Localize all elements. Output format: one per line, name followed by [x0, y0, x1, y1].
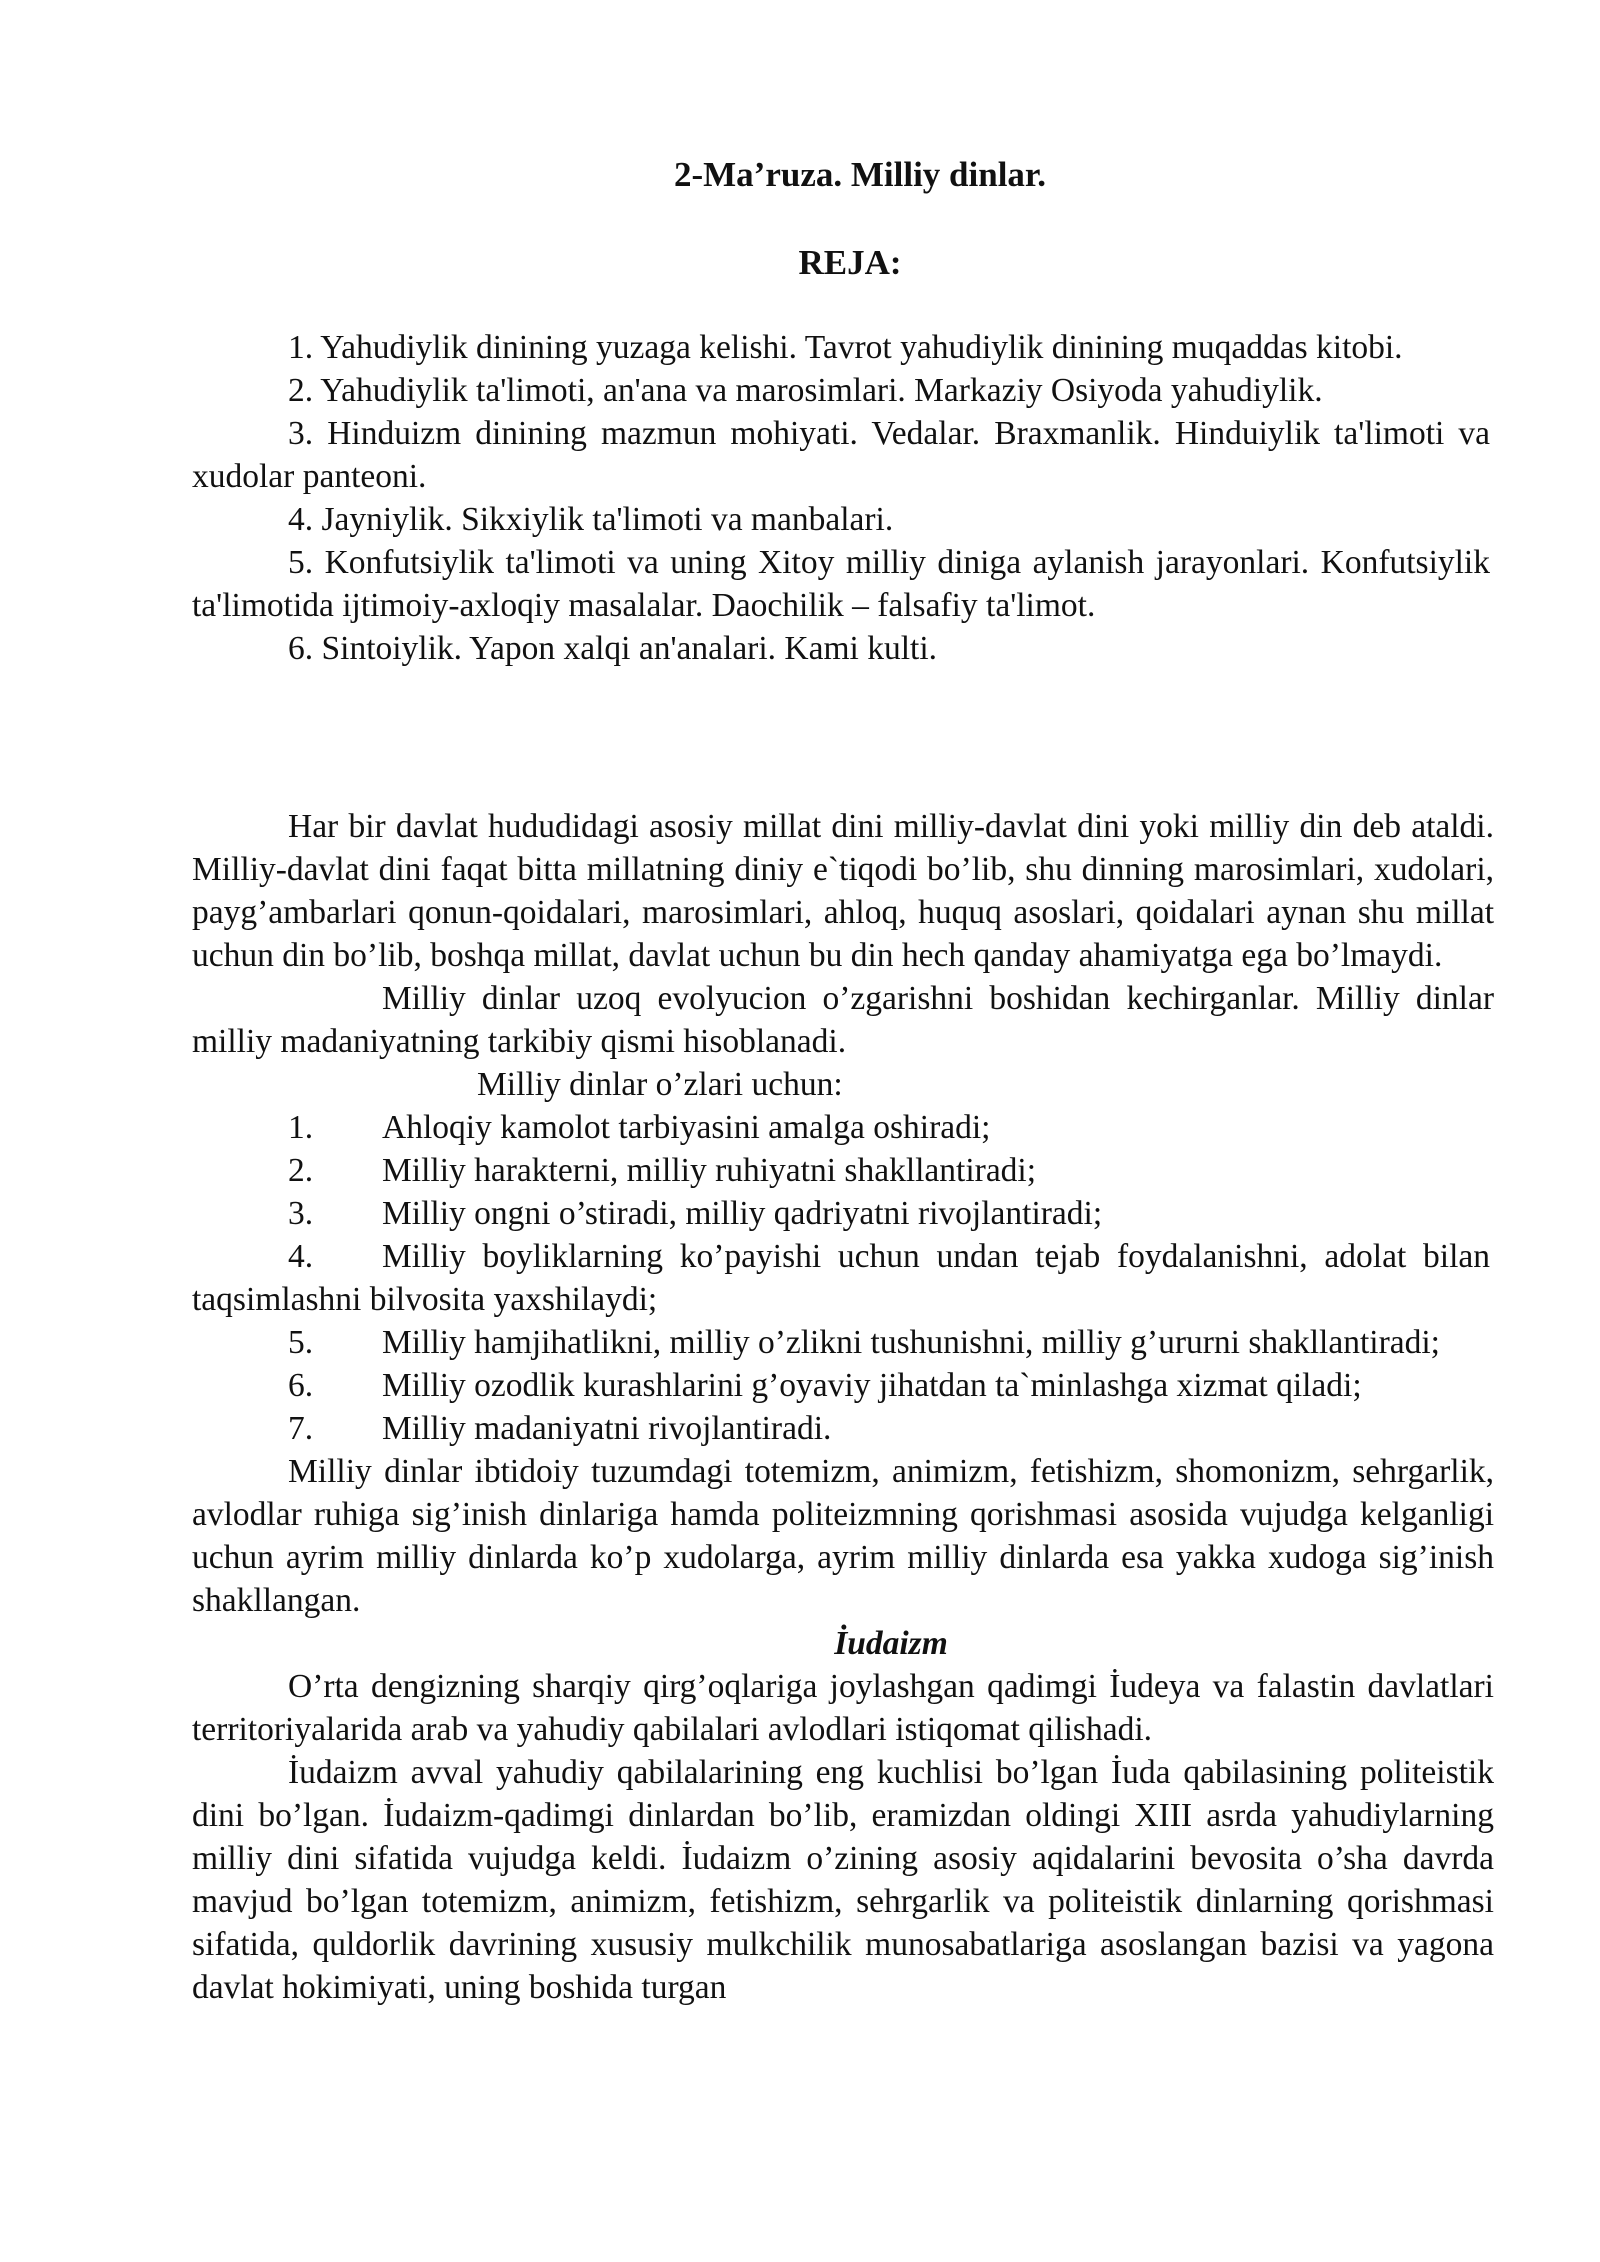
body-paragraph: Milliy dinlar uzoq evolyucion o’zgarishni boshidan kechirganlar. Milliy dinlar milliy madaniyatning tarkibiy qismi hisoblanadi.: [192, 980, 1494, 1060]
body-paragraph: O’rta dengizning sharqiy qirg’oqlariga joylashgan qadimgi İudeya va falastin davlatlari territoriyalarida arab va yahudiy qabilalari avlodlari istiqomat qilishadi.: [192, 1668, 1494, 1748]
plan-item: 5. Konfutsiylik ta'limoti va uning Xitoy milliy diniga aylanish jarayonlari. Konfutsiylik ta'limotida ijtimoiy-axloqiy masalalar. Daochilik – falsafiy ta'limot.: [192, 544, 1490, 624]
body-paragraph: Har bir davlat hududidagi asosiy millat dini milliy-davlat dini yoki milliy din deb ataldi. Milliy-davlat dini faqat bitta millatning diniy e`tiqodi bo’lib, shu dinning marosimlari, xudolari, payg’ambarlari qonun-qoidalari, marosimlari, ahloq, huquq asoslari, qoidalari aynan shu millat uchun din bo’lib, boshqa millat, davlat uchun bu din hech qanday ahamiyatga ega bo’lmaydi.: [192, 808, 1494, 974]
item-text: Milliy harakterni, milliy ruhiyatni shakllantiradi;: [382, 1152, 1037, 1189]
functions-item: [192, 1321, 1490, 1364]
item-text: Milliy hamjihatlikni, milliy o’zlikni tushunishni, milliy g’ururni shakllantiradi;: [382, 1324, 1440, 1361]
item-text: Milliy ongni o’stiradi, milliy qadriyatni rivojlantiradi;: [382, 1195, 1103, 1232]
functions-item: [192, 1364, 1494, 1407]
plan-heading: REJA:: [798, 243, 902, 282]
item-number: 3.: [288, 1195, 314, 1232]
item-text: Ahloqiy kamolot tarbiyasini amalga oshiradi;: [382, 1109, 991, 1146]
functions-lead: Milliy dinlar o’zlari uchun:: [477, 1066, 843, 1103]
plan-list: [192, 326, 1490, 670]
lecture-title: 2-Ma’ruza. Milliy dinlar.: [673, 155, 1046, 194]
item-number: 2.: [288, 1152, 314, 1189]
plan-item: 4. Jayniylik. Sikxiylik ta'limoti va manbalari.: [288, 501, 894, 538]
plan-item: 6. Sintoiylik. Yapon xalqi an'analari. Kami kulti.: [288, 630, 937, 667]
item-number: 7.: [288, 1410, 314, 1447]
functions-item: [192, 1235, 1490, 1321]
item-number: 6.: [288, 1367, 314, 1404]
body-paragraph: İudaizm avval yahudiy qabilalarining eng kuchlisi bo’lgan İuda qabilasining politeistik dini bo’lgan. İudaizm-qadimgi dinlardan bo’lib, eramizdan oldingi XIII asrda yahudiylarning milliy dini sifatida vujudga keldi. İudaizm o’zining asosiy aqidalarini bevosita o’sha davrda mavjud bo’lgan totemizm, animizm, fetishizm, sehrgarlik va politeistik dinlarning qorishmasi sifatida, quldorlik davrining xususiy mulkchilik munosabatlariga asoslangan bazisi va yagona davlat hokimiyati, uning boshida turgan: [192, 1754, 1494, 2006]
functions-item: [192, 1149, 1494, 1192]
item-text: Milliy boyliklarning ko’payishi uchun undan tejab foydalanishni, adolat bilan taqsimlashni bilvosita yaxshilaydi;: [192, 1238, 1490, 1318]
functions-item: [192, 1192, 1494, 1235]
plan-item: 2. Yahudiylik ta'limoti, an'ana va marosimlari. Markaziy Osiyoda yahudiylik.: [288, 372, 1323, 409]
plan-item: 1. Yahudiylik dinining yuzaga kelishi. Tavrot yahudiylik dinining muqaddas kitobi.: [288, 329, 1403, 366]
section-heading: İudaizm: [834, 1625, 948, 1662]
item-number: 5.: [288, 1324, 314, 1361]
plan-item: 3. Hinduizm dinining mazmun mohiyati. Vedalar. Braxmanlik. Hinduiylik ta'limoti va xudolar panteoni.: [192, 415, 1490, 495]
item-number: 1.: [288, 1109, 314, 1146]
item-text: Milliy madaniyatni rivojlantiradi.: [382, 1410, 832, 1447]
item-text: Milliy ozodlik kurashlarini g’oyaviy jihatdan ta`minlashga xizmat qiladi;: [382, 1367, 1362, 1404]
item-number: 4.: [288, 1238, 314, 1275]
body-paragraph: Milliy dinlar ibtidoiy tuzumdagi totemizm, animizm, fetishizm, shomonizm, sehrgarlik, avlodlar ruhiga sig’inish dinlariga hamda politeizmning qorishmasi asosida vujudga kelganligi uchun ayrim milliy dinlarda ko’p xudolarga, ayrim milliy dinlarda esa yakka xudoga sig’inish shakllangan.: [192, 1453, 1494, 1619]
functions-item: [192, 1106, 1494, 1149]
functions-item: [192, 1407, 1494, 1450]
lecture-body: [192, 805, 1494, 2009]
